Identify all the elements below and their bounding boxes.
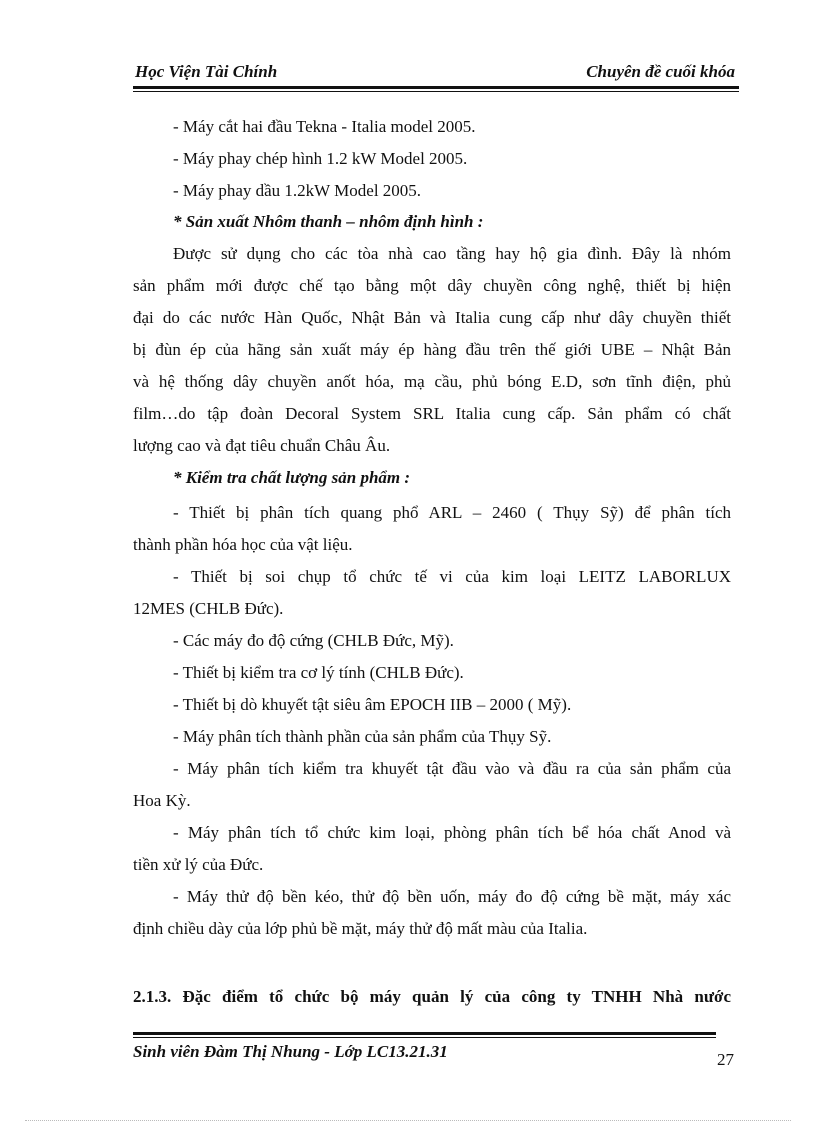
paragraph-line: - Thiết bị phân tích quang phổ ARL – 2460 ( Thụy Sỹ) để phân tích xyxy=(173,503,731,522)
paragraph-line: - Máy phân tích kiểm tra khuyết tật đầu vào và đầu ra của sản phẩm của xyxy=(173,759,731,778)
header-institution: Học Viện Tài Chính xyxy=(135,62,278,81)
header-rule-thin xyxy=(133,91,739,92)
subheading-aluminium-production: * Sản xuất Nhôm thanh – nhôm định hình : xyxy=(173,212,484,231)
paragraph-line: 12MES (CHLB Đức). xyxy=(133,599,284,618)
paragraph-line: Được sử dụng cho các tòa nhà cao tầng hay hộ gia đình. Đây là nhóm xyxy=(173,244,731,263)
paragraph-line: tiền xử lý của Đức. xyxy=(133,855,264,874)
paragraph-line: sản phẩm mới được chế tạo bằng một dây chuyền công nghệ, thiết bị hiện xyxy=(133,276,731,295)
equipment-line: - Máy phay chép hình 1.2 kW Model 2005. xyxy=(173,149,468,168)
footer-rule-thin xyxy=(133,1037,716,1038)
paragraph-line: và hệ thống dây chuyền anốt hóa, mạ cầu, phủ bóng E.D, sơn tĩnh điện, phủ xyxy=(133,372,731,391)
page-bottom-border xyxy=(25,1120,791,1121)
paragraph-line: thành phần hóa học của vật liệu. xyxy=(133,535,353,554)
header-rule-thick xyxy=(133,86,739,89)
equipment-line: - Thiết bị dò khuyết tật siêu âm EPOCH IIB – 2000 ( Mỹ). xyxy=(173,695,572,714)
page-header xyxy=(133,62,739,84)
equipment-line: - Thiết bị kiểm tra cơ lý tính (CHLB Đức). xyxy=(173,663,464,682)
equipment-line: - Các máy đo độ cứng (CHLB Đức, Mỹ). xyxy=(173,631,454,650)
equipment-line: - Máy phân tích thành phần của sản phẩm của Thụy Sỹ. xyxy=(173,727,552,746)
paragraph-line: film…do tập đoàn Decoral System SRL Italia cung cấp. Sản phẩm có chất xyxy=(133,404,731,423)
paragraph-line: bị đùn ép của hãng sản xuất máy ép hàng đầu trên thế giới UBE – Nhật Bản xyxy=(133,340,731,359)
page-number: 27 xyxy=(717,1050,734,1069)
paragraph-line: - Máy phân tích tổ chức kim loại, phòng phân tích bể hóa chất Anod và xyxy=(173,823,731,842)
footer-rule-thick xyxy=(133,1032,716,1035)
equipment-line: - Máy cắt hai đầu Tekna - Italia model 2005. xyxy=(173,117,476,136)
paragraph-line: lượng cao và đạt tiêu chuẩn Châu Âu. xyxy=(133,436,391,455)
subheading-quality-control: * Kiểm tra chất lượng sản phẩm : xyxy=(173,468,411,487)
paragraph-line: Hoa Kỳ. xyxy=(133,791,191,810)
paragraph-line: - Máy thử độ bền kéo, thử độ bền uốn, máy đo độ cứng bề mặt, máy xác xyxy=(173,887,731,906)
paragraph-line: định chiều dày của lớp phủ bề mặt, máy thử độ mất màu của Italia. xyxy=(133,919,588,938)
paragraph-line: đại do các nước Hàn Quốc, Nhật Bản và Italia cung cấp như dây chuyền thiết xyxy=(133,308,731,327)
section-heading: 2.1.3. Đặc điểm tổ chức bộ máy quản lý của công ty TNHH Nhà nước xyxy=(133,987,731,1006)
paragraph-line: - Thiết bị soi chụp tổ chức tế vi của kim loại LEITZ LABORLUX xyxy=(173,567,731,586)
header-document-type: Chuyên đề cuối khóa xyxy=(586,62,735,81)
equipment-line: - Máy phay dầu 1.2kW Model 2005. xyxy=(173,181,422,200)
footer-student-info: Sinh viên Đàm Thị Nhung - Lớp LC13.21.31 xyxy=(133,1042,448,1061)
